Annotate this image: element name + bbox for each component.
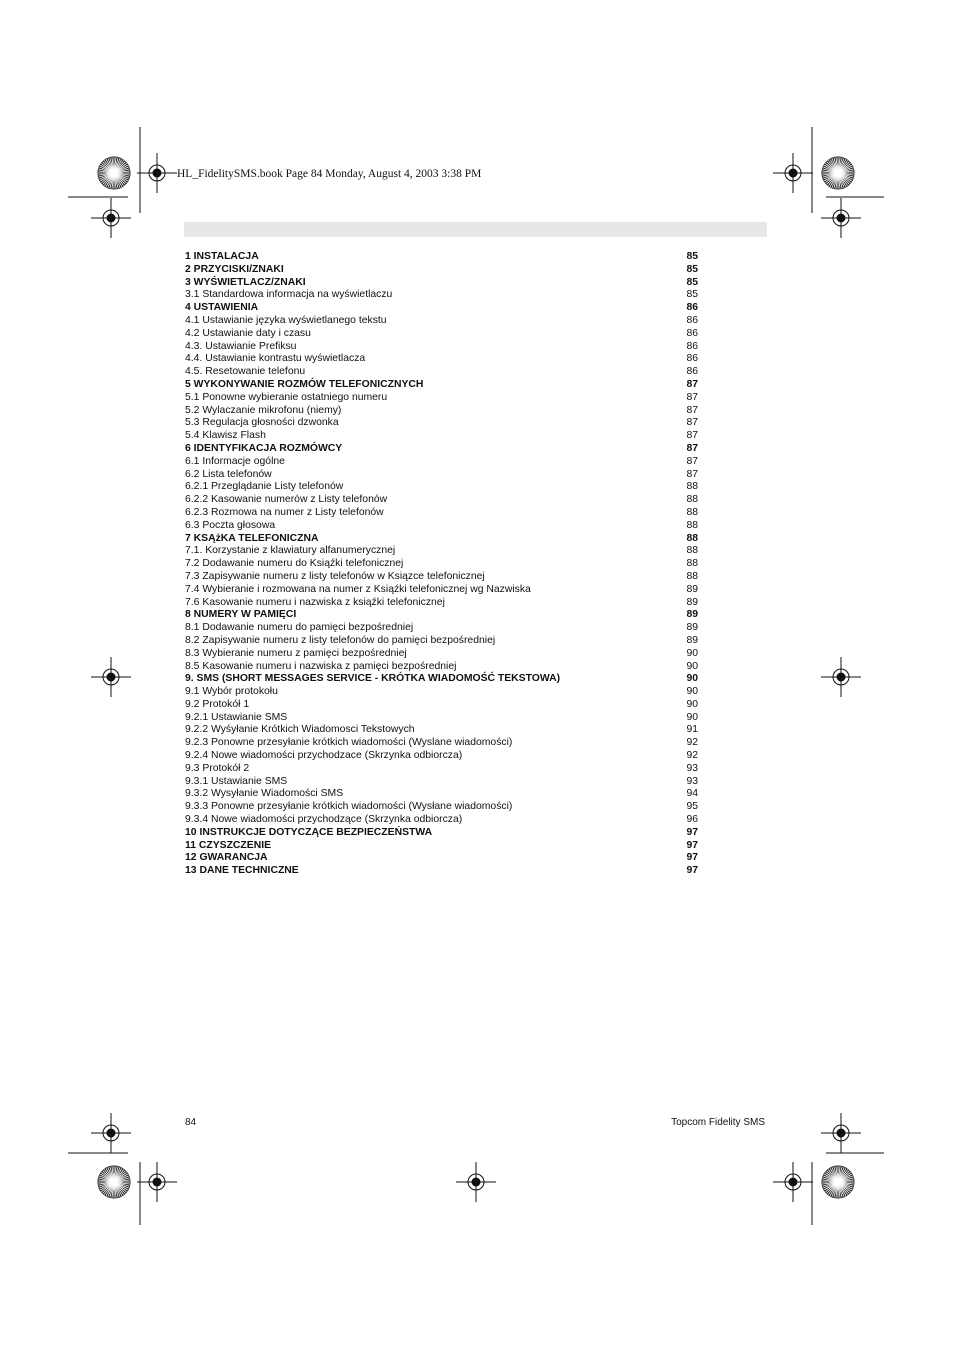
registration-crosshair xyxy=(91,657,131,697)
toc-entry xyxy=(185,788,698,801)
toc-entry-title: 6.3 Poczta głosowa xyxy=(185,519,276,531)
toc-entry-title: 9.2 Protokół 1 xyxy=(185,698,250,710)
toc-entry-title: 7.4 Wybieranie i rozmowana na numer z Ksiąźki telefonicznej wg Nazwiska xyxy=(185,583,531,595)
toc-entry-title: 9.2.2 Wyśyłanie Krótkich Wiadomosci Tekstowych xyxy=(185,724,415,736)
toc-entry-title: 7.2 Dodawanie numeru do Ksiąźki telefonicznej xyxy=(185,558,404,570)
toc-entry-title: 7 KSĄżKA TELEFONICZNA xyxy=(185,532,319,544)
toc-entry-title: 13 DANE TECHNICZNE xyxy=(185,865,299,877)
toc-entry xyxy=(185,673,698,686)
toc-entry xyxy=(185,507,698,520)
toc-entry-title: 8.3 Wybieranie numeru z pamięci bezpośredniej xyxy=(185,647,407,659)
toc-entry xyxy=(185,648,698,661)
toc-entry xyxy=(185,379,698,392)
toc-entry-page: 97 xyxy=(686,865,698,877)
toc-entry-page: 96 xyxy=(686,814,698,826)
toc-entry-page: 87 xyxy=(686,430,698,442)
toc-entry xyxy=(185,417,698,430)
toc-entry-title: 5 WYKONYWANIE ROZMÓW TELEFONICZNYCH xyxy=(185,378,424,390)
toc-entry-page: 87 xyxy=(686,417,698,429)
toc-entry-page: 91 xyxy=(686,724,698,736)
toc-entry xyxy=(185,494,698,507)
toc-entry-title: 9.3.2 Wysyłanie Wiadomości SMS xyxy=(185,788,344,800)
registration-crosshair xyxy=(91,1113,131,1153)
toc-entry-title: 8.1 Dodawanie numeru do pamięci bezpośredniej xyxy=(185,622,414,634)
toc-entry-title: 6.2.2 Kasowanie numerów z Listy telefonów xyxy=(185,494,388,506)
toc-entry xyxy=(185,545,698,558)
toc-entry-page: 92 xyxy=(686,737,698,749)
product-name: Topcom Fidelity SMS xyxy=(671,1117,765,1128)
toc-entry-page: 86 xyxy=(686,353,698,365)
toc-entry-page: 90 xyxy=(686,647,698,659)
toc-entry xyxy=(185,724,698,737)
toc-entry xyxy=(185,712,698,725)
toc-entry xyxy=(185,686,698,699)
toc-entry-page: 86 xyxy=(686,302,698,314)
toc-entry-page: 87 xyxy=(686,468,698,480)
toc-entry-page: 88 xyxy=(686,494,698,506)
toc-entry xyxy=(185,443,698,456)
toc-entry xyxy=(185,852,698,865)
toc-entry-page: 87 xyxy=(686,442,698,454)
toc-entry-title: 11 CZYSZCZENIE xyxy=(185,839,272,851)
color-registration-target xyxy=(822,1166,854,1198)
toc-entry xyxy=(185,661,698,674)
toc-entry xyxy=(185,405,698,418)
toc-entry-title: 9.1 Wybór protokołu xyxy=(185,686,278,698)
toc-entry xyxy=(185,264,698,277)
toc-entry xyxy=(185,737,698,750)
toc-entry-page: 90 xyxy=(686,660,698,672)
toc-entry-page: 90 xyxy=(686,711,698,723)
registration-crosshair xyxy=(773,1162,813,1202)
toc-entry xyxy=(185,814,698,827)
toc-entry-page: 95 xyxy=(686,801,698,813)
book-info-header: HL_FidelitySMS.book Page 84 Monday, August 4, 2003 3:38 PM xyxy=(177,168,482,180)
toc-entry-page: 93 xyxy=(686,775,698,787)
toc-entry-page: 85 xyxy=(686,263,698,275)
toc-entry-page: 92 xyxy=(686,750,698,762)
toc-entry-page: 88 xyxy=(686,519,698,531)
toc-entry-title: 4.2 Ustawianie daty i czasu xyxy=(185,327,311,339)
toc-entry-title: 4 USTAWIENIA xyxy=(185,302,259,314)
registration-crosshair xyxy=(456,1162,496,1202)
header-bar xyxy=(184,222,767,237)
toc-entry xyxy=(185,571,698,584)
toc-entry xyxy=(185,289,698,302)
toc-entry-title: 9.2.1 Ustawianie SMS xyxy=(185,711,288,723)
toc-entry xyxy=(185,558,698,571)
toc-entry xyxy=(185,609,698,622)
toc-entry-title: 6.2.3 Rozmowa na numer z Listy telefonów xyxy=(185,506,384,518)
toc-entry-title: 7.3 Zapisywanie numeru z listy telefonów w Ksiązce telefonicznej xyxy=(185,570,485,582)
toc-entry xyxy=(185,597,698,610)
toc-entry-page: 93 xyxy=(686,762,698,774)
toc-entry xyxy=(185,840,698,853)
toc-entry-title: 9.3.1 Ustawianie SMS xyxy=(185,775,288,787)
toc-entry xyxy=(185,584,698,597)
toc-entry xyxy=(185,315,698,328)
toc-entry-title: 9.3.3 Ponowne przesyłanie krótkich wiadomości (Wysłane wiadomości) xyxy=(185,801,513,813)
toc-entry xyxy=(185,763,698,776)
toc-entry-page: 89 xyxy=(686,596,698,608)
toc-entry-title: 5.2 Wylaczanie mikrofonu (niemy) xyxy=(185,404,342,416)
toc-entry xyxy=(185,827,698,840)
toc-entry-title: 5.1 Ponowne wybieranie ostatniego numeru xyxy=(185,391,388,403)
toc-entry-title: 3 WYŚWIETLACZ/ZNAKI xyxy=(185,276,306,288)
registration-crosshair xyxy=(137,153,177,193)
toc-entry-page: 89 xyxy=(686,622,698,634)
toc-entry xyxy=(185,469,698,482)
toc-entry xyxy=(185,635,698,648)
toc-entry-page: 85 xyxy=(686,289,698,301)
toc-entry-title: 12 GWARANCJA xyxy=(185,852,268,864)
toc-entry-page: 86 xyxy=(686,327,698,339)
toc-entry-page: 86 xyxy=(686,314,698,326)
toc-entry xyxy=(185,366,698,379)
toc-entry-title: 9.2.3 Ponowne przesyłanie krótkich wiadomości (Wyslane wiadomości) xyxy=(185,737,513,749)
toc-entry xyxy=(185,776,698,789)
toc-entry-page: 89 xyxy=(686,634,698,646)
toc-entry-title: 6 IDENTYFIKACJA ROZMÓWCY xyxy=(185,442,343,454)
toc-entry xyxy=(185,456,698,469)
toc-entry xyxy=(185,430,698,443)
toc-entry-page: 88 xyxy=(686,532,698,544)
toc-entry-title: 9.3 Protokół 2 xyxy=(185,762,250,774)
toc-entry-page: 87 xyxy=(686,455,698,467)
toc-entry-title: 9.3.4 Nowe wiadomości przychodzące (Skrzynka odbiorcza) xyxy=(185,814,463,826)
toc-entry xyxy=(185,865,698,878)
toc-entry xyxy=(185,622,698,635)
toc-entry-page: 85 xyxy=(686,276,698,288)
registration-crosshair xyxy=(821,198,861,238)
toc-entry-page: 90 xyxy=(686,698,698,710)
toc-entry-title: 1 INSTALACJA xyxy=(185,251,259,262)
toc-entry-page: 88 xyxy=(686,545,698,557)
toc-entry-title: 4.3. Ustawianie Prefiksu xyxy=(185,340,297,352)
toc-entry xyxy=(185,801,698,814)
toc-entry xyxy=(185,533,698,546)
toc-entry-title: 7.1. Korzystanie z klawiatury alfanumerycznej xyxy=(185,545,396,557)
toc-entry-page: 97 xyxy=(686,826,698,838)
toc-entry-title: 5.3 Regulacja głosności dzwonka xyxy=(185,417,339,429)
toc-entry-page: 97 xyxy=(686,839,698,851)
toc-entry-title: 3.1 Standardowa informacja na wyświetlaczu xyxy=(185,289,393,301)
toc-entry-page: 87 xyxy=(686,391,698,403)
registration-crosshair xyxy=(773,153,813,193)
toc-entry xyxy=(185,520,698,533)
color-registration-target xyxy=(98,157,130,189)
toc-entry-title: 7.6 Kasowanie numeru i nazwiska z ksiąźki telefonicznej xyxy=(185,596,445,608)
toc-entry-title: 5.4 Klawisz Flash xyxy=(185,430,266,442)
toc-entry-page: 97 xyxy=(686,852,698,864)
toc-entry-title: 8.2 Zapisywanie numeru z listy telefonów do pamięci bezpośredniej xyxy=(185,634,496,646)
toc-entry-title: 9.2.4 Nowe wiadomości przychodzace (Skrzynka odbiorcza) xyxy=(185,750,463,762)
toc-entry-title: 9. SMS (SHORT MESSAGES SERVICE - KRÓTKA WIADOMOŚĆ TEKSTOWA) xyxy=(185,673,561,685)
toc-entry-title: 4.5. Resetowanie telefonu xyxy=(185,366,306,378)
color-registration-target xyxy=(98,1166,130,1198)
registration-crosshair xyxy=(821,657,861,697)
toc-entry-page: 90 xyxy=(686,673,698,685)
toc-entry xyxy=(185,341,698,354)
toc-entry-title: 4.4. Ustawianie kontrastu wyświetlacza xyxy=(185,353,366,365)
toc-entry-page: 87 xyxy=(686,404,698,416)
toc-entry-page: 88 xyxy=(686,506,698,518)
toc-entry-page: 89 xyxy=(686,609,698,621)
toc-entry-page: 86 xyxy=(686,366,698,378)
toc-entry-title: 10 INSTRUKCJE DOTYCZĄCE BEZPIECZEŃSTWA xyxy=(185,826,433,838)
toc-entry xyxy=(185,699,698,712)
toc-entry-title: 2 PRZYCISKI/ZNAKI xyxy=(185,263,284,275)
toc-entry-page: 89 xyxy=(686,583,698,595)
toc-entry xyxy=(185,251,698,264)
toc-entry-page: 87 xyxy=(686,378,698,390)
toc-entry xyxy=(185,328,698,341)
registration-crosshair xyxy=(821,1113,861,1153)
toc-entry xyxy=(185,481,698,494)
toc-entry-page: 88 xyxy=(686,481,698,493)
toc-entry-page: 90 xyxy=(686,686,698,698)
registration-crosshair xyxy=(137,1162,177,1202)
color-registration-target xyxy=(822,157,854,189)
toc-entry xyxy=(185,353,698,366)
toc-entry-title: 6.2.1 Przeglądanie Listy telefonów xyxy=(185,481,344,493)
registration-crosshair xyxy=(91,198,131,238)
toc-entry xyxy=(185,392,698,405)
page-number: 84 xyxy=(185,1117,197,1128)
toc-entry-title: 8.5 Kasowanie numeru i nazwiska z pamięci bezpośredniej xyxy=(185,660,457,672)
toc-entry-title: 6.1 Informacje ogólne xyxy=(185,455,285,467)
toc-entry-title: 4.1 Ustawianie języka wyświetlanego tekstu xyxy=(185,314,387,326)
toc-entry-page: 88 xyxy=(686,558,698,570)
toc-entry-page: 86 xyxy=(686,340,698,352)
toc-entry-page: 85 xyxy=(686,251,698,262)
toc-entry xyxy=(185,302,698,315)
table-of-contents xyxy=(185,251,698,878)
toc-entry-page: 88 xyxy=(686,570,698,582)
toc-entry-title: 8 NUMERY W PAMIĘCI xyxy=(185,609,297,621)
toc-entry xyxy=(185,277,698,290)
toc-entry-page: 94 xyxy=(686,788,698,800)
toc-entry xyxy=(185,750,698,763)
toc-entry-title: 6.2 Lista telefonów xyxy=(185,468,272,480)
